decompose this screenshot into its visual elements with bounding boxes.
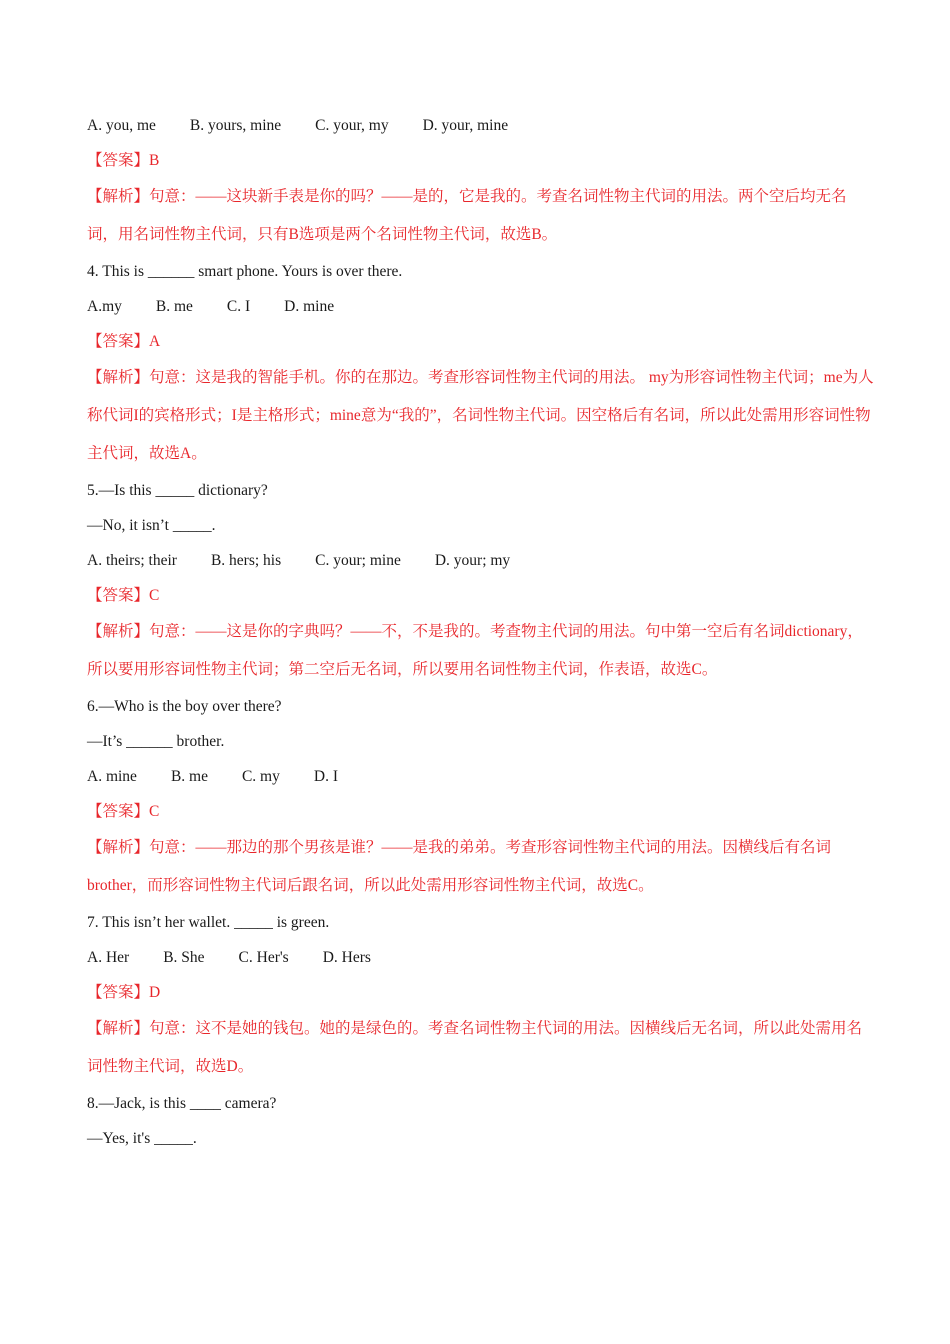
option: B. She [163, 949, 205, 966]
answer: 【答案】B [87, 152, 160, 169]
option: A.my [87, 298, 122, 315]
question-line: 8.—Jack, is this ____ camera? [87, 1095, 277, 1112]
option: C. your, my [315, 117, 389, 134]
analysis: 【解析】句意：——这块新手表是你的吗？——是的，它是我的。考查名词性物主代词的用法。两个空后均无名词，用名词性物主代词，只有B选项是两个名词性物主代词，故选B。 [87, 188, 847, 243]
option: B. yours, mine [189, 117, 282, 134]
answer: 【答案】A [87, 333, 161, 350]
answer: 【答案】D [87, 984, 161, 1001]
option: D. your, mine [422, 117, 509, 134]
question-line: 5.—Is this _____ dictionary? [87, 482, 268, 499]
option: C. my [241, 768, 280, 785]
document-page [87, 108, 877, 1156]
option: C. I [226, 298, 251, 315]
option: A. you, me [87, 117, 156, 134]
question-line: —It’s ______ brother. [87, 733, 225, 750]
option: A. theirs; their [87, 552, 177, 569]
option: D. Hers [322, 949, 371, 966]
question-line: 6.—Who is the boy over there? [87, 698, 282, 715]
options-row [87, 289, 877, 324]
question-line: 4. This is ______ smart phone. Yours is over there. [87, 263, 403, 280]
option: B. me [155, 298, 193, 315]
options-row [87, 940, 877, 975]
option: B. hers; his [210, 552, 282, 569]
question-line: —No, it isn’t _____. [87, 517, 216, 534]
option: D. I [313, 768, 338, 785]
question-line: —Yes, it's _____. [87, 1130, 197, 1147]
analysis: 【解析】句意：——这是你的字典吗？——不，不是我的。考查物主代词的用法。句中第一空后有名词dictionary，所以要用形容词性物主代词；第二空后无名词，所以要用名词性物主代词，作表语，故选C。 [87, 623, 863, 678]
option: B. me [170, 768, 208, 785]
option: A. mine [87, 768, 137, 785]
option: C. your; mine [315, 552, 401, 569]
option: D. mine [284, 298, 335, 315]
option: A. Her [87, 949, 130, 966]
question-line: 7. This isn’t her wallet. _____ is green. [87, 914, 330, 931]
answer: 【答案】C [87, 587, 160, 604]
options-row [87, 543, 877, 578]
options-row [87, 108, 877, 143]
analysis: 【解析】句意：——那边的那个男孩是谁？——是我的弟弟。考查形容词性物主代词的用法。因横线后有名词brother，而形容词性物主代词后跟名词，所以此处需用形容词性物主代词，故选C。 [87, 839, 832, 894]
answer: 【答案】C [87, 803, 160, 820]
analysis: 【解析】句意：这是我的智能手机。你的在那边。考查形容词性物主代词的用法。 my为形容词性物主代词；me为人称代词I的宾格形式；I是主格形式；mine意为“我的”，名词性物主代词。因空格后有名词，所以此处需用形容词性物主代词，故选A。 [87, 369, 874, 462]
options-row [87, 759, 877, 794]
option: D. your; my [434, 552, 511, 569]
option: C. Her's [238, 949, 289, 966]
analysis: 【解析】句意：这不是她的钱包。她的是绿色的。考查名词性物主代词的用法。因横线后无名词，所以此处需用名词性物主代词，故选D。 [87, 1020, 863, 1075]
